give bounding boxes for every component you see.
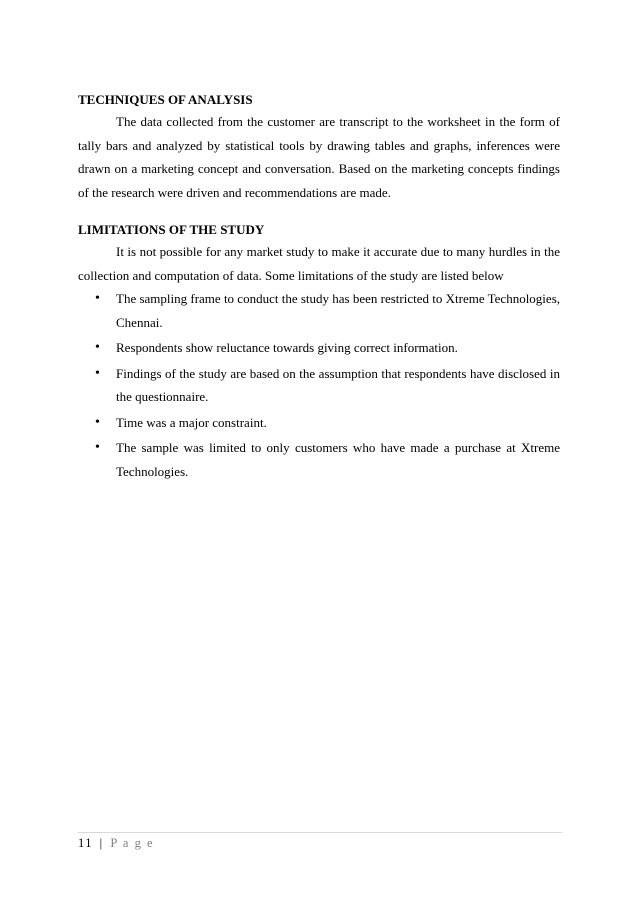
list-item-text: Findings of the study are based on the assumption that respondents have disclosed in the questionnaire. [116, 365, 560, 404]
limitations-paragraph: It is not possible for any market study to make it accurate due to many hurdles in the collection and computation of data. Some limitations of the study are listed below [78, 244, 560, 283]
list-item-text: The sampling frame to conduct the study has been restricted to Xtreme Technologies, Chennai. [116, 291, 560, 330]
page-number: 11 [78, 836, 94, 850]
limitations-list [78, 287, 560, 483]
list-item-text: Respondents show reluctance towards giving correct information. [116, 340, 458, 355]
limitations-heading: LIMITATIONS OF THE STUDY [78, 222, 265, 237]
bullet-icon: • [95, 291, 100, 306]
techniques-paragraph: The data collected from the customer are transcript to the worksheet in the form of tally bars and analyzed by statistical tools by drawing tables and graphs, inferences were drawn on a marketing concept and conversation. Based on the marketing concepts findings of the research were driven and recommendations are made. [78, 114, 560, 200]
list-item [78, 436, 560, 483]
footer-divider [78, 832, 562, 833]
page-content [78, 90, 560, 485]
list-item [78, 411, 560, 435]
bullet-icon: • [95, 340, 100, 355]
list-item-text: The sample was limited to only customers who have made a purchase at Xtreme Technologies. [116, 440, 560, 479]
limitations-section [78, 220, 560, 483]
list-item [78, 287, 560, 334]
list-item [78, 336, 560, 360]
page-footer [78, 836, 154, 851]
bullet-icon: • [95, 365, 100, 381]
list-item [78, 362, 560, 409]
bullet-icon: • [95, 440, 100, 455]
bullet-icon: • [95, 414, 100, 430]
techniques-heading: TECHNIQUES OF ANALYSIS [78, 92, 253, 107]
list-item-text: Time was a major constraint. [116, 414, 267, 430]
page-label: P a g e [110, 836, 155, 850]
footer-separator: | [99, 836, 104, 850]
